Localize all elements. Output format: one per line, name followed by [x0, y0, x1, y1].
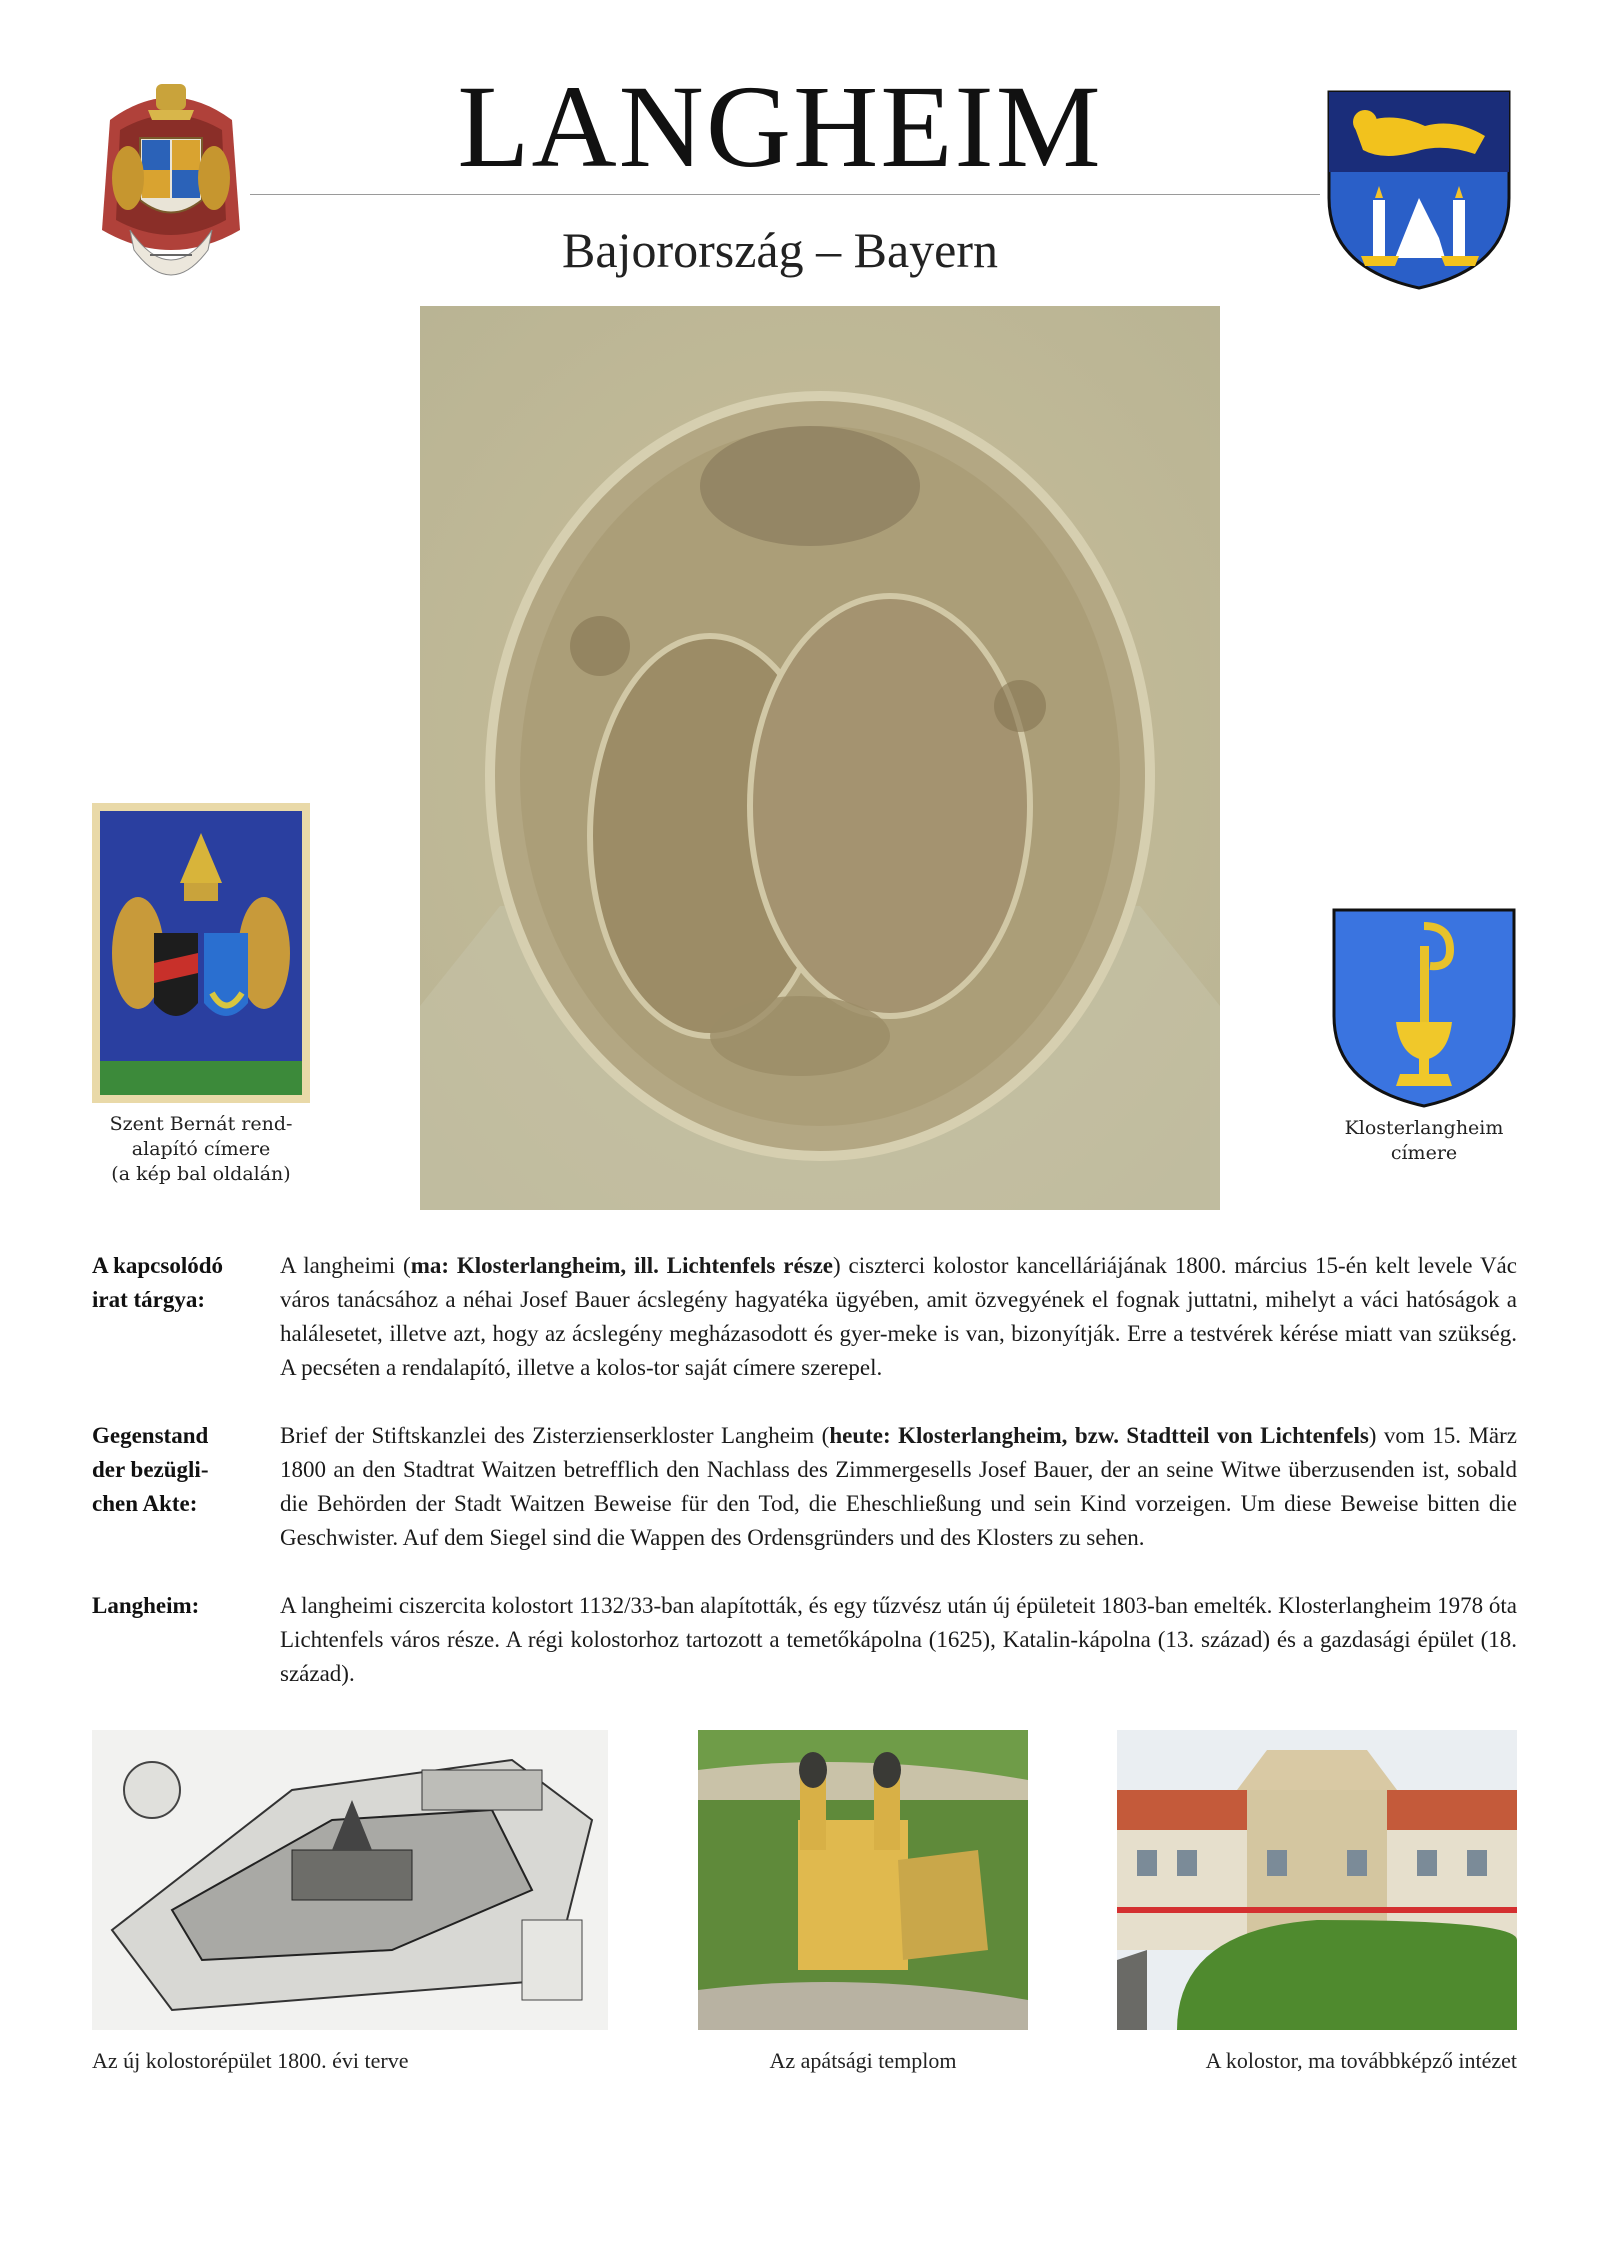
- text-run: A langheimi (: [280, 1253, 411, 1278]
- german-subject-text: [280, 1419, 1517, 1555]
- abbey-church-image: [698, 1730, 1028, 2030]
- bavarian-royal-coat-of-arms-image: [90, 80, 252, 298]
- langheim-coat-of-arms-image: [1325, 88, 1513, 292]
- saint-bernard-arms-caption: [60, 1112, 342, 1187]
- label-line: irat tárgya:: [92, 1287, 206, 1312]
- langheim-history-text: A langheimi ciszercita kolostort 1132/33-ban alapították, és egy tűzvész után új épületeit 1803-ban emelték. Klosterlangheim 1978 óta Lichtenfels város része. A régi kolostorhoz tartozott a temetőkápolna (1625), Katalin-kápolna (13. század) és a gazdasági épület (18. század).: [280, 1593, 1517, 1686]
- building-caption: A kolostor, ma továbbképző intézet: [1205, 2048, 1517, 2073]
- text-run: ) vom 15. März 1800 an den Stadtrat Waitzen betrefflich den Nachlass des Zimmergesells Josef Bauer, der an seine Witwe überzusenden ist, sobald die Behörden der Stadt Waitzen Beweise für den Tod, die Eheschließung und sein Kind vorzeigen. Um diese Beweise bitten die Geschwister. Auf dem Siegel sind die Wappen des Ordensgründers und des Klosters zu sehen.: [280, 1423, 1517, 1550]
- klosterlangheim-arms-caption: [1300, 1116, 1548, 1166]
- bold-text-run: heute: Klosterlangheim, bzw. Stadtteil von Lichtenfels: [829, 1423, 1369, 1448]
- text-run: Brief der Stiftskanzlei des Zisterzienserkloster Langheim (: [280, 1423, 830, 1448]
- caption-line: alapító címere: [131, 1138, 271, 1160]
- title-divider: [250, 194, 1320, 195]
- monastery-building-image: [1117, 1730, 1517, 2030]
- caption-line: Szent Bernát rend-: [109, 1113, 293, 1135]
- caption-line: címere: [1390, 1142, 1458, 1164]
- text-run: ) ciszterci kolostor kancelláriájának 1800. március 15-én kelt levele Vác város tanácsához a néhai Josef Bauer ácslegény hagyatéka ügyében, amit özvegyének el fognak juttatni, mihelyt a váci hatóságok a halálesetet, illetve azt, hogy az ácslegény megházasodott és gyer-meke is van, bizonyítják. Erre a testvérek kérése miatt van szükség. A pecséten a rendalapító, illetve a kolos-tor saját címere szerepel.: [280, 1253, 1517, 1380]
- hungarian-subject-label: [92, 1249, 272, 1317]
- klosterlangheim-arms-image: [1330, 906, 1518, 1110]
- plan-caption: Az új kolostorépület 1800. évi terve: [92, 2048, 409, 2073]
- label-line: A kapcsolódó: [92, 1253, 224, 1278]
- embossed-seal-image: [420, 306, 1220, 1210]
- german-subject-label: [92, 1419, 272, 1521]
- label-line: der bezügli-: [92, 1457, 209, 1482]
- caption-line: Klosterlangheim: [1344, 1117, 1504, 1139]
- hungarian-subject-text: [280, 1249, 1517, 1385]
- page-subtitle: Bajorország – Bayern: [562, 222, 998, 278]
- caption-line: (a kép bal oldalán): [111, 1163, 291, 1185]
- saint-bernard-arms-image: [92, 803, 310, 1103]
- monastery-plan-image: [92, 1730, 608, 2030]
- bold-text-run: ma: Klosterlangheim, ill. Lichtenfels része: [410, 1253, 834, 1278]
- langheim-label: Langheim:: [92, 1593, 200, 1618]
- church-caption: Az apátsági templom: [769, 2048, 957, 2073]
- page-title: LANGHEIM: [457, 61, 1103, 192]
- label-line: chen Akte:: [92, 1491, 198, 1516]
- label-line: Gegenstand: [92, 1423, 209, 1448]
